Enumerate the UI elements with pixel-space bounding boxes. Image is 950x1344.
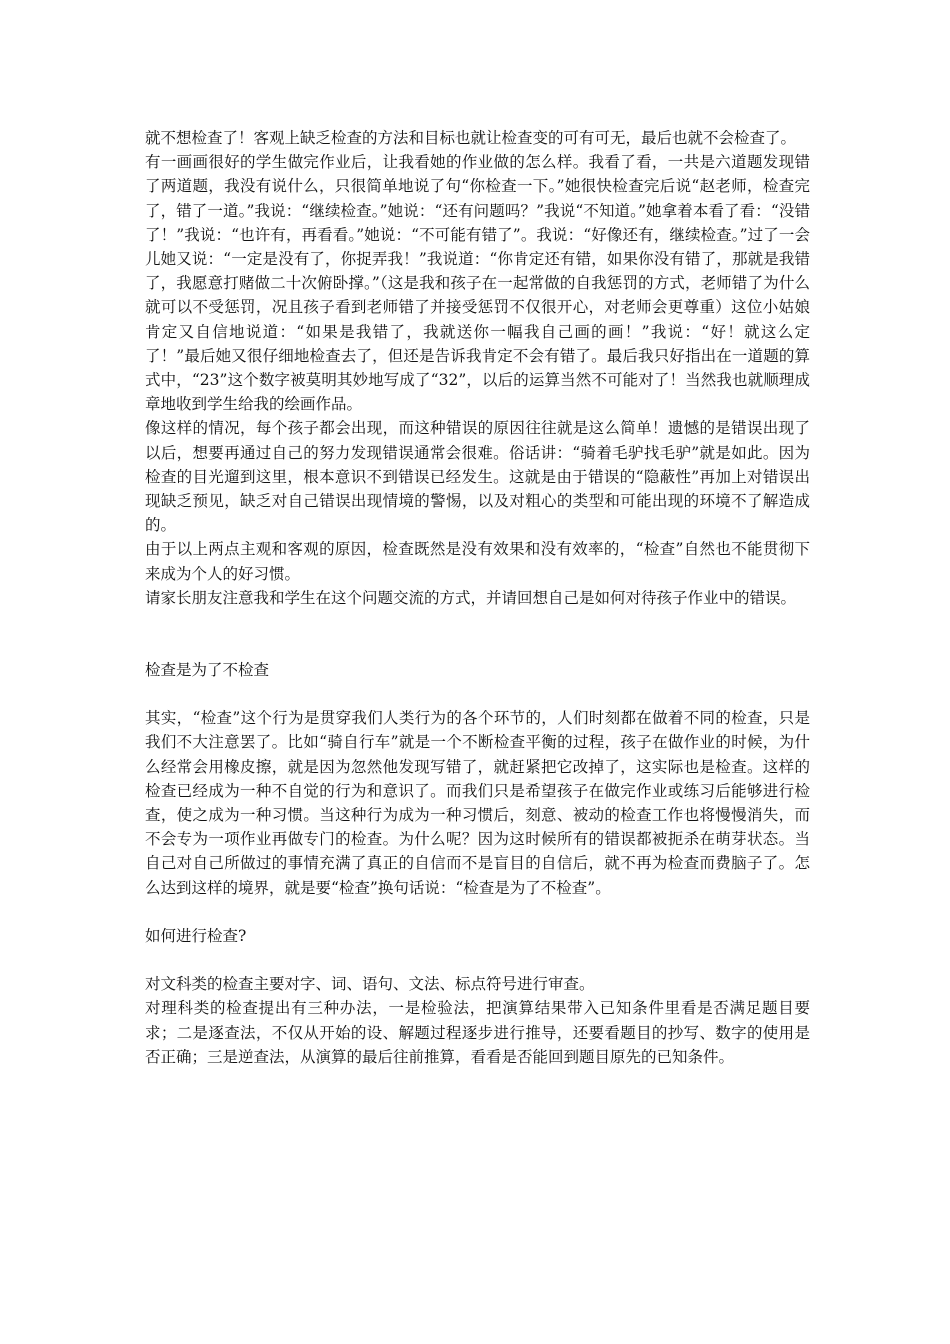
- document-body: [145, 126, 810, 1069]
- paragraph: 像这样的情况，每个孩子都会出现，而这种错误的原因往往就是这么简单！遗憾的是错误出现了以后，想要再通过自己的努力发现错误通常会很难。俗话讲：“骑着毛驴找毛驴”就是如此。因为检查的目光遛到这里，根本意识不到错误已经发生。这就是由于错误的“隐蔽性”再加上对错误出现缺乏预见，缺乏对自己错误出现情境的警惕，以及对粗心的类型和可能出现的环境不了解造成的。: [145, 419, 810, 535]
- spacer: [145, 610, 810, 658]
- paragraph: 其实，“检查”这个行为是贯穿我们人类行为的各个环节的，人们时刻都在做着不同的检查，只是我们不大注意罢了。比如“骑自行车”就是一个不断检查平衡的过程，孩子在做作业的时候，为什么经常会用橡皮擦，就是因为忽然他发现写错了，就赶紧把它改掉了，这实际也是检查。这样的检查已经成为一种不自觉的行为和意识了。而我们只是希望孩子在做完作业或练习后能够进行检查，使之成为一种习惯。当这种行为成为一种习惯后，刻意、被动的检查工作也将慢慢消失，而不会专为一项作业再做专门的检查。为什么呢？因为这时候所有的错误都被扼杀在萌芽状态。当自己对自己所做过的事情充满了真正的自信而不是盲目的自信后，就不再为检查而费脑子了。怎么达到这样的境界，就是要“检查”换句话说：“检查是为了不检查”。: [145, 709, 810, 897]
- paragraph: 请家长朋友注意我和学生在这个问题交流的方式，并请回想自己是如何对待孩子作业中的错误。: [145, 588, 797, 607]
- section-heading: 如何进行检查?: [145, 926, 247, 945]
- spacer: [145, 948, 810, 972]
- paragraph: 对文科类的检查主要对字、词、语句、文法、标点符号进行审查。: [145, 975, 595, 994]
- spacer: [145, 682, 810, 706]
- paragraph: 对理科类的检查提出有三种办法，一是检验法，把演算结果带入已知条件里看是否满足题目要求；二是逐查法，不仅从开始的设、解题过程逐步进行推导，还要看题目的抄写、数字的使用是否正确；三是逆查法，从演算的最后往前推算，看看是否能回到题目原先的已知条件。: [145, 999, 810, 1066]
- paragraph: 由于以上两点主观和客观的原因，检查既然是没有效果和没有效率的，“检查”自然也不能贯彻下来成为个人的好习惯。: [145, 540, 810, 583]
- paragraph: 有一画画很好的学生做完作业后，让我看她的作业做的怎么样。我看了看，一共是六道题发现错了两道题，我没有说什么，只很简单地说了句“你检查一下。”她很快检查完后说“赵老师，检查完了，错了一道。”我说：“继续检查。”她说：“还有问题吗？”我说“不知道。”她拿着本看了看：“没错了！”我说：“也许有，再看看。”她说：“不可能有错了”。我说：“好像还有，继续检查。”过了一会儿她又说：“一定是没有了，你捉弄我！”我说道：“你肯定还有错，如果你没有错了，那就是我错了，我愿意打赌做二十次俯卧撑。”（这是我和孩子在一起常做的自我惩罚的方式，老师错了为什么就可以不受惩罚，况且孩子看到老师错了并接受惩罚不仅很开心，对老师会更尊重）这位小姑娘肯定又自信地说道：“如果是我错了，我就送你一幅我自己画的画！”我说：“好！就这么定了！”最后她又很仔细地检查去了，但还是告诉我肯定不会有错了。最后我只好指出在一道题的算式中，“23”这个数字被莫明其妙地写成了“32”，以后的运算当然不可能对了！当然我也就顺理成章地收到学生给我的绘画作品。: [145, 153, 810, 414]
- paragraph: 就不想检查了！客观上缺乏检查的方法和目标也就让检查变的可有可无，最后也就不会检查了。: [145, 129, 797, 147]
- section-heading: 检查是为了不检查: [145, 661, 270, 680]
- spacer: [145, 900, 810, 924]
